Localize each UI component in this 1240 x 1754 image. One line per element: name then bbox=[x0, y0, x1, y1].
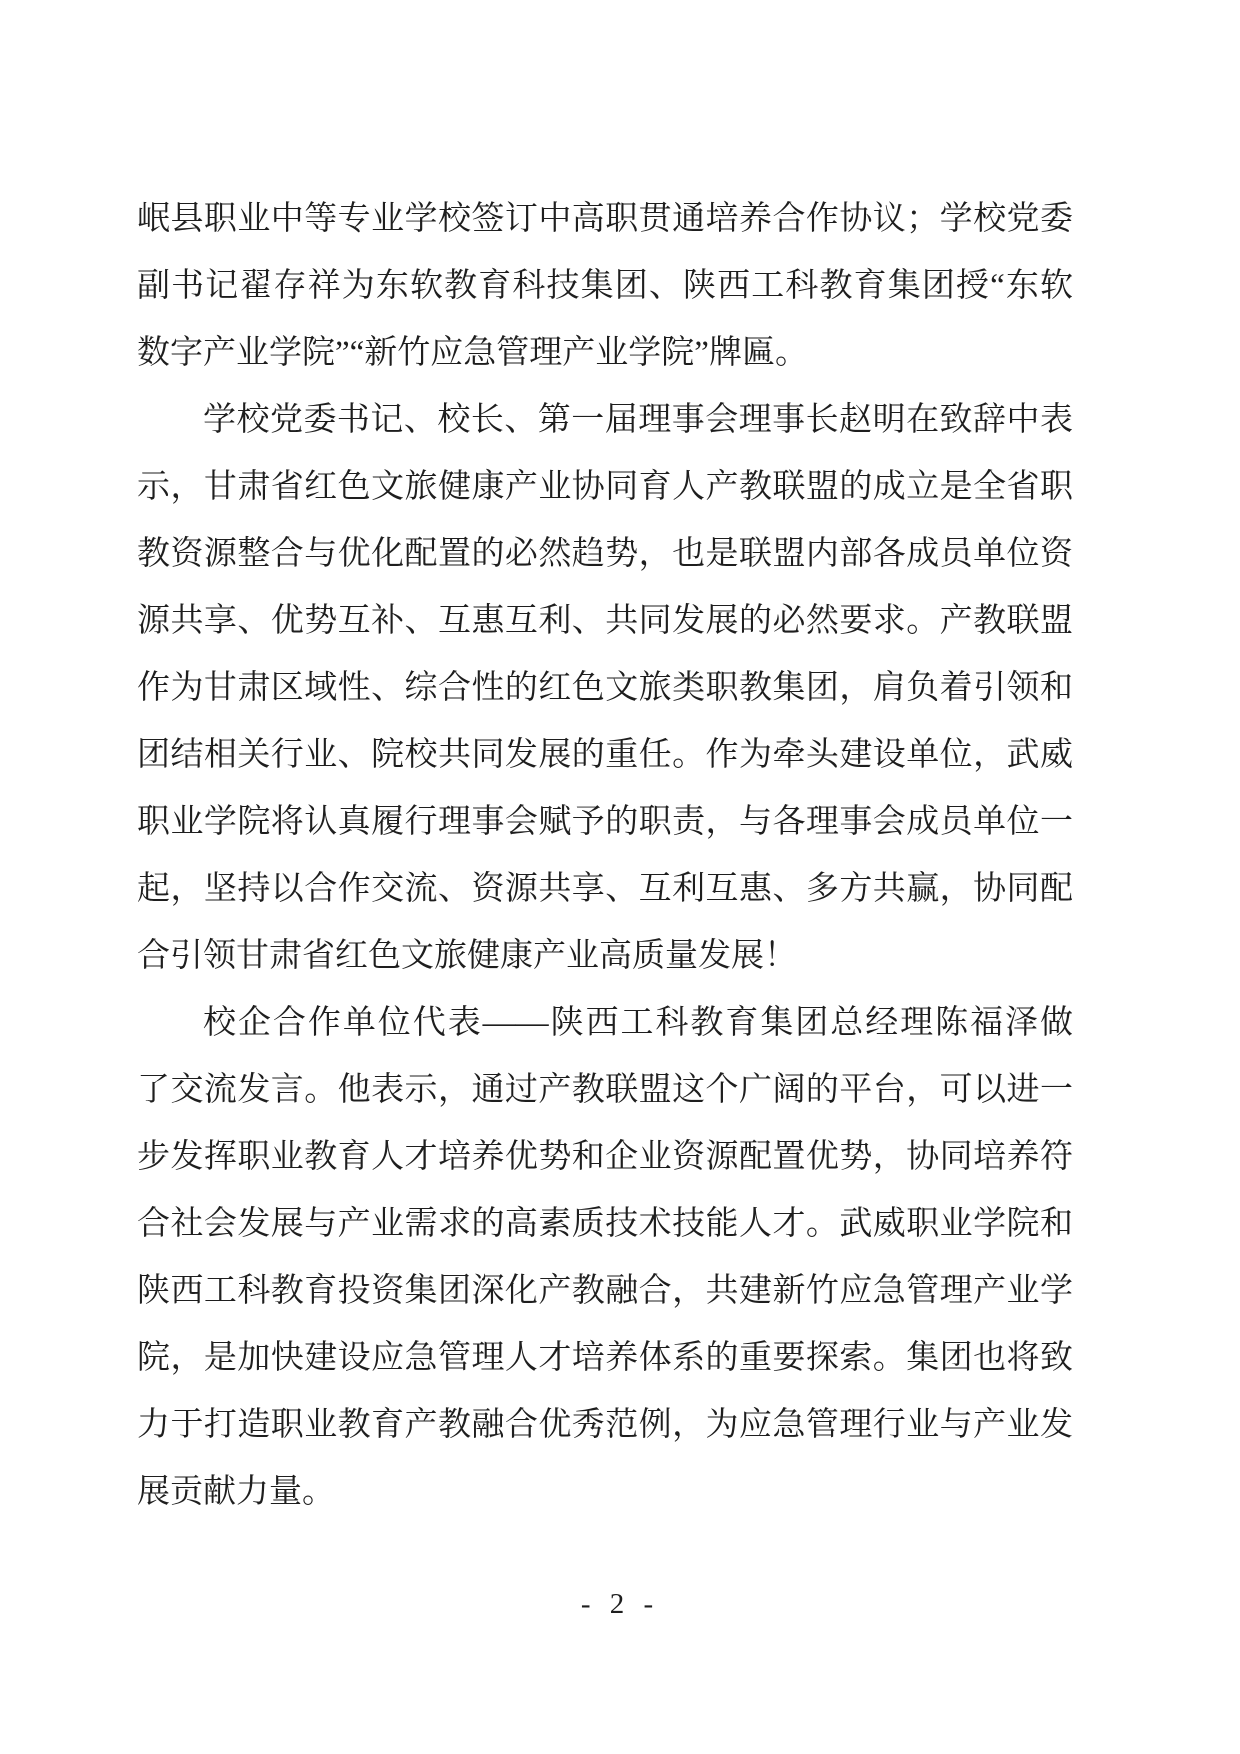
text-line: 陕西工科教育投资集团深化产教融合，共建新竹应急管理产业学 bbox=[137, 1273, 1073, 1309]
document-body-text bbox=[137, 186, 1073, 1526]
text-line: 起，坚持以合作交流、资源共享、互利互惠、多方共赢，协同配 bbox=[137, 871, 1073, 907]
text-line: 校企合作单位代表——陕西工科教育集团总经理陈福泽做 bbox=[203, 1005, 1073, 1041]
text-line: 步发挥职业教育人才培养优势和企业资源配置优势，协同培养符 bbox=[137, 1139, 1073, 1175]
text-line: 展贡献力量。 bbox=[137, 1474, 335, 1510]
text-line: 学校党委书记、校长、第一届理事会理事长赵明在致辞中表 bbox=[203, 402, 1073, 438]
text-line: 合引领甘肃省红色文旅健康产业高质量发展！ bbox=[137, 938, 797, 974]
text-line: 团结相关行业、院校共同发展的重任。作为牵头建设单位，武威 bbox=[137, 737, 1073, 773]
text-line: 副书记翟存祥为东软教育科技集团、陕西工科教育集团授“东软 bbox=[137, 268, 1073, 304]
text-line: 了交流发言。他表示，通过产教联盟这个广阔的平台，可以进一 bbox=[137, 1072, 1073, 1108]
text-line: 教资源整合与优化配置的必然趋势，也是联盟内部各成员单位资 bbox=[137, 536, 1073, 572]
text-line: 岷县职业中等专业学校签订中高职贯通培养合作协议；学校党委 bbox=[137, 201, 1073, 237]
text-line: 数字产业学院”“新竹应急管理产业学院”牌匾。 bbox=[137, 335, 808, 371]
page-number: - 2 - bbox=[580, 1588, 660, 1620]
text-line: 力于打造职业教育产教融合优秀范例，为应急管理行业与产业发 bbox=[137, 1407, 1073, 1443]
text-line: 作为甘肃区域性、综合性的红色文旅类职教集团，肩负着引领和 bbox=[137, 670, 1073, 706]
text-line: 源共享、优势互补、互惠互利、共同发展的必然要求。产教联盟 bbox=[137, 603, 1073, 639]
text-line: 职业学院将认真履行理事会赋予的职责，与各理事会成员单位一 bbox=[137, 804, 1073, 840]
text-line: 院，是加快建设应急管理人才培养体系的重要探索。集团也将致 bbox=[137, 1340, 1073, 1376]
text-line: 示，甘肃省红色文旅健康产业协同育人产教联盟的成立是全省职 bbox=[137, 469, 1073, 505]
text-line: 合社会发展与产业需求的高素质技术技能人才。武威职业学院和 bbox=[137, 1206, 1073, 1242]
